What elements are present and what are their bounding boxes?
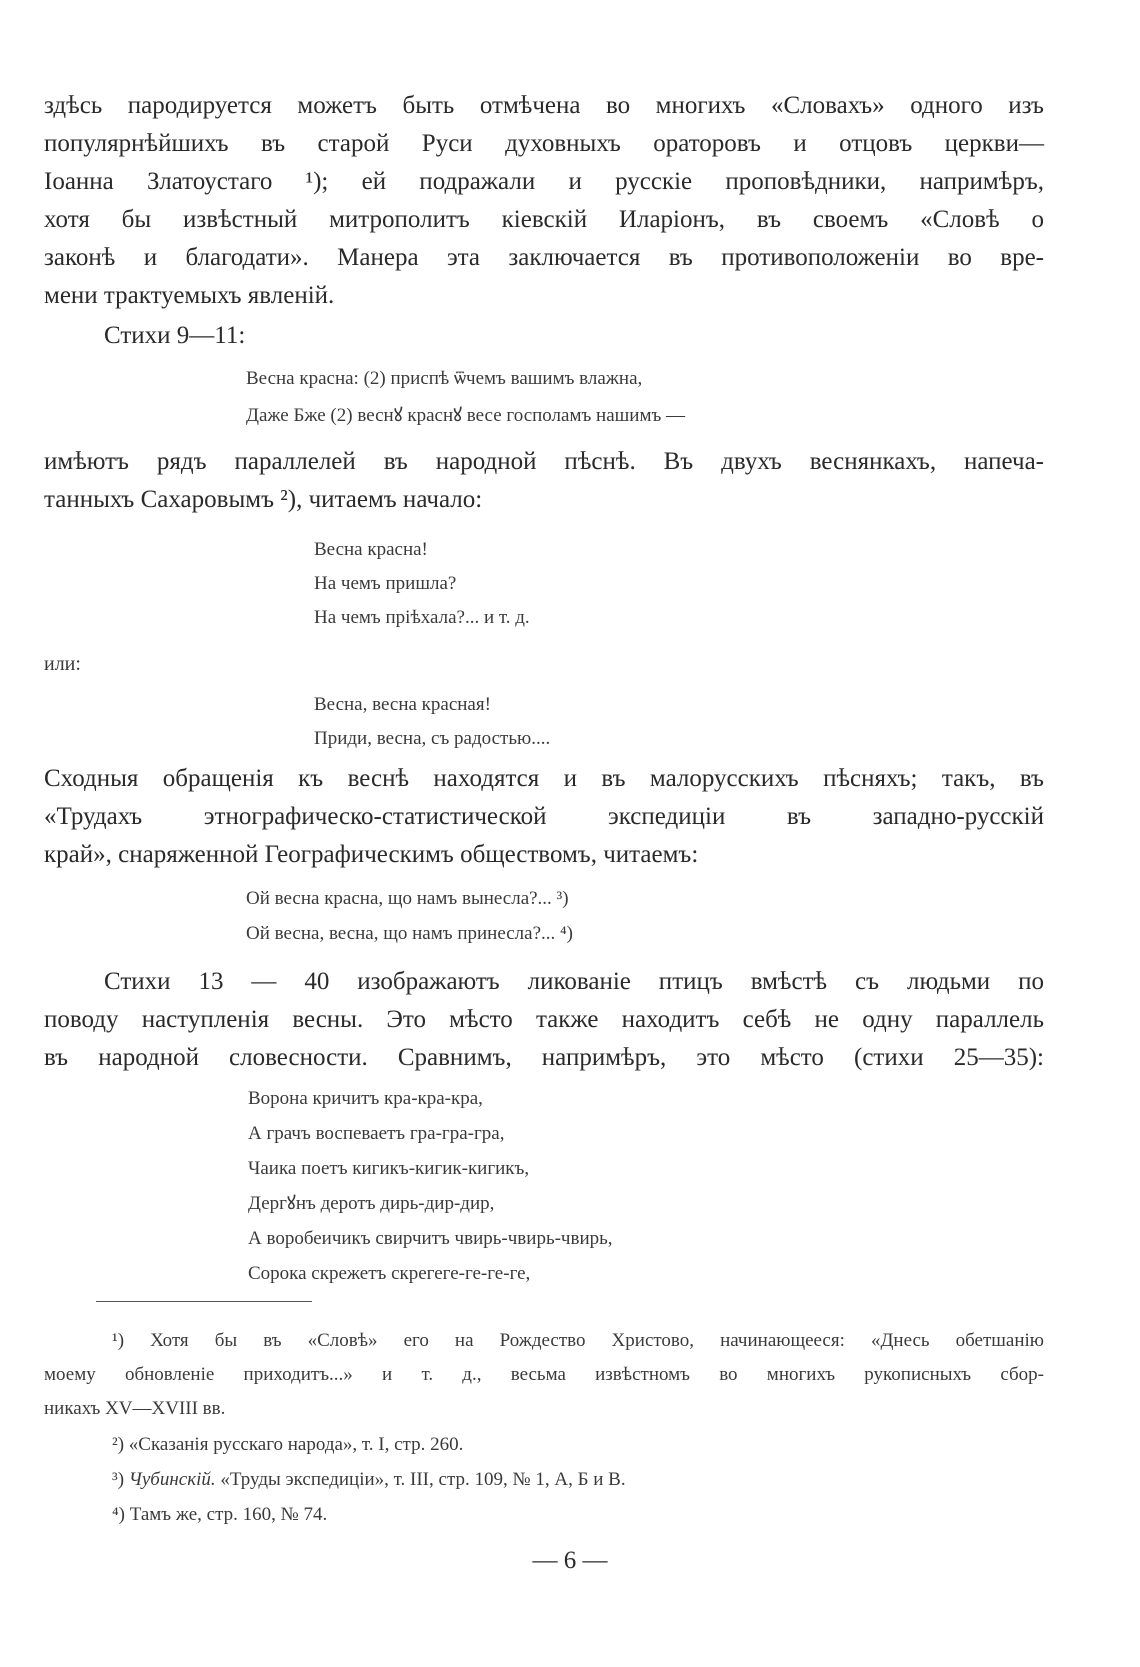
verse-line: Ворона кричитъ кра-кра-кра, xyxy=(248,1088,483,1109)
verse-line: Ой весна, весна, що намъ принесла?... ⁴) xyxy=(246,923,573,944)
footnote-separator xyxy=(96,1301,312,1302)
footnote-3-number: ³) xyxy=(112,1469,125,1490)
verse-line: Приди, весна, съ радостью.... xyxy=(314,728,551,749)
text-line: хотя бы извѣстный митрополитъ кіевскій Иларіонъ, въ своемъ «Словѣ о xyxy=(44,206,1044,233)
text-line: законѣ и благодати». Манера эта заключается въ противоположеніи во вре- xyxy=(44,244,1044,271)
verses-label: Стихи 9—11: xyxy=(104,322,246,349)
page-number: — 6 — xyxy=(532,1547,608,1574)
footnote-3-author: Чубинскій. xyxy=(128,1469,216,1490)
footnote-3 xyxy=(112,1467,1112,1493)
verse-line: На чемъ пришла? xyxy=(314,573,457,594)
verse-line: Чаика поетъ кигикъ-кигик-кигикъ, xyxy=(248,1158,530,1179)
text-line: Сходныя обращенія къ веснѣ находятся и въ малорусскихъ пѣсняхъ; такъ, въ xyxy=(44,765,1044,792)
verse-line: А воробеичикъ свирчитъ чвирь-чвирь-чвирь, xyxy=(248,1228,613,1249)
text-line: Іоанна Златоустаго ¹); ей подражали и русскіе проповѣдники, напримѣръ, xyxy=(44,168,1044,195)
verse-line: На чемъ пріѣхала?... и т. д. xyxy=(314,607,530,628)
verse-line: Ой весна красна, що намъ вынесла?... ³) xyxy=(246,888,569,909)
footnote-2: ²) «Сказанія русскаго народа», т. I, стр. 260. xyxy=(112,1434,464,1455)
text-line: мени трактуемыхъ явленій. xyxy=(44,282,335,309)
verse-line: Даже Бже (2) веснꙋ краснꙋ весе госполамъ нашимъ — xyxy=(246,405,686,426)
verse-line: А грачъ воспеваетъ гра-гра-гра, xyxy=(248,1123,505,1144)
verse-line: Весна, весна красная! xyxy=(314,694,491,715)
text-line: популярнѣйшихъ въ старой Руси духовныхъ ораторовъ и отцовъ церкви— xyxy=(44,130,1044,157)
footnote-1-line: моему обновленіе приходитъ...» и т. д., весьма извѣстномъ во многихъ рукописныхъ сбор- xyxy=(44,1364,1044,1385)
text-line: «Трудахъ этнографическо-статистической экспедиціи въ западно-русскій xyxy=(44,803,1044,830)
text-line: поводу наступленія весны. Это мѣсто также находитъ себѣ не одну параллель xyxy=(44,1006,1044,1033)
verse-line: Весна красна! xyxy=(314,539,428,560)
or-label: или: xyxy=(44,653,81,675)
footnote-3-text: «Труды экспедиціи», т. III, стр. 109, № 1, А, Б и В. xyxy=(220,1469,626,1490)
text-line: танныхъ Сахаровымъ ²), читаемъ начало: xyxy=(44,486,483,513)
text-line: Стихи 13 — 40 изображаютъ ликованіе птицъ вмѣстѣ съ людьми по xyxy=(104,968,1044,995)
footnote-4: ⁴) Тамъ же, стр. 160, № 74. xyxy=(112,1504,328,1525)
verse-line: Весна красна: (2) приспѣ ѿчемъ вашимъ влажна, xyxy=(246,368,643,389)
text-line: имѣютъ рядъ параллелей въ народной пѣснѣ. Въ двухъ веснянкахъ, напеча- xyxy=(44,448,1044,475)
text-line: въ народной словесности. Сравнимъ, напримѣръ, это мѣсто (стихи 25—35): xyxy=(44,1044,1044,1071)
verse-line: Дергꙋнъ деротъ дирь-дир-дир, xyxy=(248,1193,495,1214)
footnote-1-line: ¹) Хотя бы въ «Словѣ» его на Рождество Христово, начинающееся: «Днесь обетшанію xyxy=(112,1330,1044,1351)
footnote-1-line: никахъ XV—XVIII вв. xyxy=(44,1398,226,1419)
text-line: край», снаряженной Географическимъ обществомъ, читаемъ: xyxy=(44,841,699,868)
text-line: здѣсь пародируется можетъ быть отмѣчена во многихъ «Словахъ» одного изъ xyxy=(44,92,1044,119)
verse-line: Сорока скрежетъ скрегеге-ге-ге-ге, xyxy=(248,1263,531,1284)
